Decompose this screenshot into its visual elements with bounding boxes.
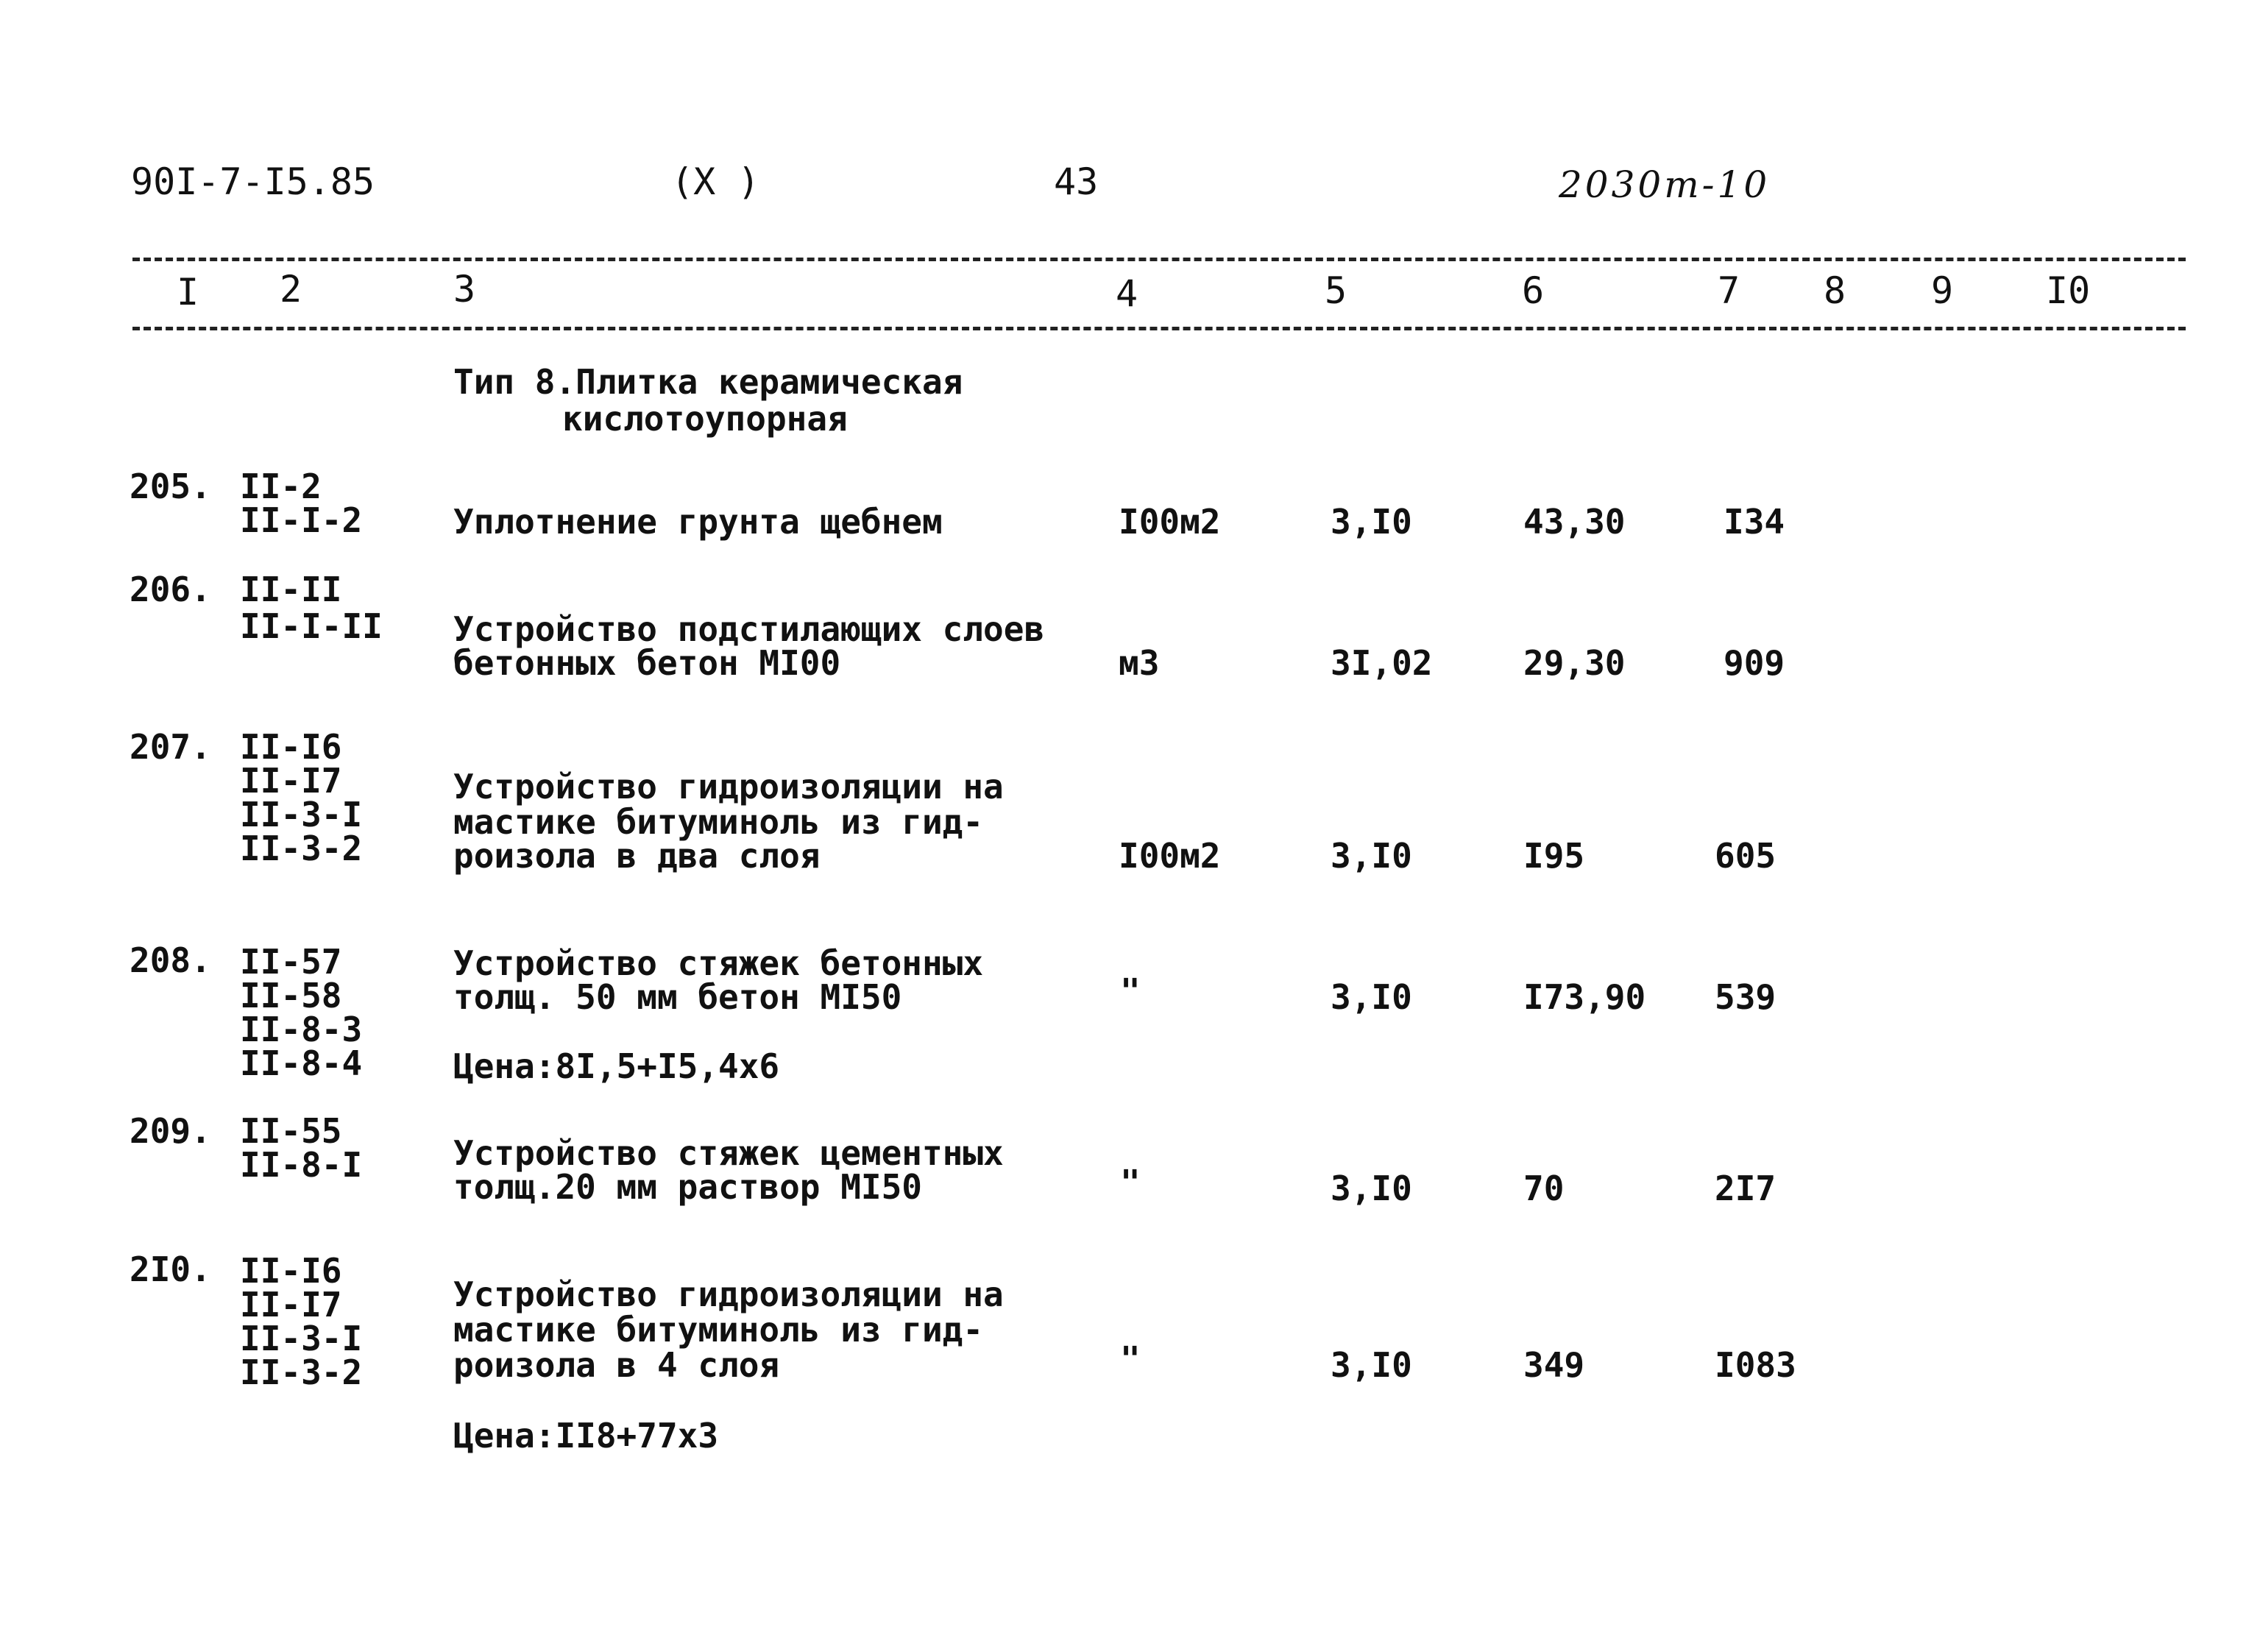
row-code: II-II	[240, 570, 342, 609]
row-description: роизола в два слоя	[453, 836, 821, 876]
header-rule-bottom	[132, 327, 2186, 330]
row-code: II-I7	[240, 761, 342, 801]
row-description: Устройство гидроизоляции на	[453, 1275, 1004, 1314]
row-description: Устройство гидроизоляции на	[453, 767, 1004, 806]
doc-code: 90I-7-I5.85	[131, 160, 375, 203]
row-unit-ditto: "	[1120, 1339, 1141, 1379]
col-header-9: 9	[1931, 269, 1954, 312]
row-price-note: Цена:II8+77х3	[453, 1416, 719, 1456]
row-unit-ditto: "	[1120, 971, 1141, 1011]
section-label: (X )	[671, 160, 760, 203]
row-total: I34	[1724, 502, 1785, 542]
row-total: 2I7	[1715, 1169, 1777, 1208]
section-title-line1: Тип 8.Плитка керамическая	[453, 362, 963, 402]
col-header-1: I	[177, 271, 199, 313]
row-number: 205.	[130, 467, 211, 506]
col-header-5: 5	[1325, 269, 1347, 312]
row-code: II-58	[240, 976, 342, 1015]
row-description: Устройство подстилающих слоев	[453, 609, 1045, 649]
row-description: мастике битуминоль из гид-	[453, 802, 984, 842]
row-description: мастике битуминоль из гид-	[453, 1310, 984, 1350]
row-unit: м3	[1119, 643, 1160, 683]
row-unit: I00м2	[1119, 836, 1221, 876]
row-code: II-8-I	[240, 1145, 363, 1185]
row-unit-price: I73,90	[1523, 977, 1646, 1017]
row-code: II-I-2	[240, 500, 363, 540]
row-description: толщ. 50 мм бетон MI50	[453, 977, 902, 1017]
row-code: II-3-I	[240, 795, 363, 834]
row-total: 909	[1724, 643, 1785, 683]
col-header-6: 6	[1522, 269, 1545, 312]
row-code: II-I7	[240, 1285, 342, 1325]
row-unit-price: I95	[1523, 836, 1585, 876]
row-unit-price: 70	[1523, 1169, 1565, 1208]
row-quantity: 3,I0	[1331, 836, 1412, 876]
row-quantity: 3I,02	[1331, 643, 1433, 683]
row-number: 207.	[130, 727, 211, 767]
row-unit-price: 349	[1523, 1345, 1585, 1385]
row-code: II-3-I	[240, 1319, 363, 1358]
row-code: II-I6	[240, 1251, 342, 1291]
row-code: II-I6	[240, 727, 342, 767]
row-unit-ditto: "	[1120, 1163, 1141, 1202]
row-quantity: 3,I0	[1331, 1169, 1412, 1208]
col-header-7: 7	[1718, 269, 1740, 312]
col-header-4: 4	[1116, 272, 1138, 315]
header-rule-top	[132, 258, 2186, 261]
row-description: толщ.20 мм раствор MI50	[453, 1167, 922, 1207]
row-code: II-I-II	[240, 606, 383, 646]
col-header-8: 8	[1824, 269, 1846, 312]
section-title-line2: кислотоупорная	[562, 399, 848, 439]
row-number: 209.	[130, 1111, 211, 1151]
row-quantity: 3,I0	[1331, 502, 1412, 542]
row-total: I083	[1715, 1345, 1796, 1385]
row-unit-price: 29,30	[1523, 643, 1626, 683]
row-unit-price: 43,30	[1523, 502, 1626, 542]
row-description: роизола в 4 слоя	[453, 1345, 780, 1385]
row-total: 605	[1715, 836, 1777, 876]
row-quantity: 3,I0	[1331, 977, 1412, 1017]
row-quantity: 3,I0	[1331, 1345, 1412, 1385]
row-unit: I00м2	[1119, 502, 1221, 542]
row-code: II-57	[240, 942, 342, 982]
row-code: II-3-2	[240, 1353, 363, 1392]
col-header-2: 2	[280, 268, 302, 311]
row-code: II-55	[240, 1111, 342, 1151]
row-description: бетонных бетон MI00	[453, 643, 841, 683]
row-number: 206.	[130, 570, 211, 609]
col-header-3: 3	[453, 268, 476, 311]
row-code: II-3-2	[240, 829, 363, 868]
page-number: 43	[1054, 160, 1099, 203]
handwritten-ref: 2030т-10	[1559, 163, 1771, 206]
row-number: 2I0.	[130, 1249, 211, 1289]
row-price-note: Цена:8I,5+I5,4х6	[453, 1046, 780, 1086]
col-header-10: I0	[2046, 269, 2091, 312]
row-code: II-8-3	[240, 1010, 363, 1049]
row-description: Устройство стяжек цементных	[453, 1133, 1004, 1173]
row-description: Устройство стяжек бетонных	[453, 943, 984, 983]
row-code: II-2	[240, 467, 322, 506]
row-code: II-8-4	[240, 1043, 363, 1083]
row-total: 539	[1715, 977, 1777, 1017]
row-number: 208.	[130, 940, 211, 980]
row-description: Уплотнение грунта щебнем	[453, 502, 943, 542]
